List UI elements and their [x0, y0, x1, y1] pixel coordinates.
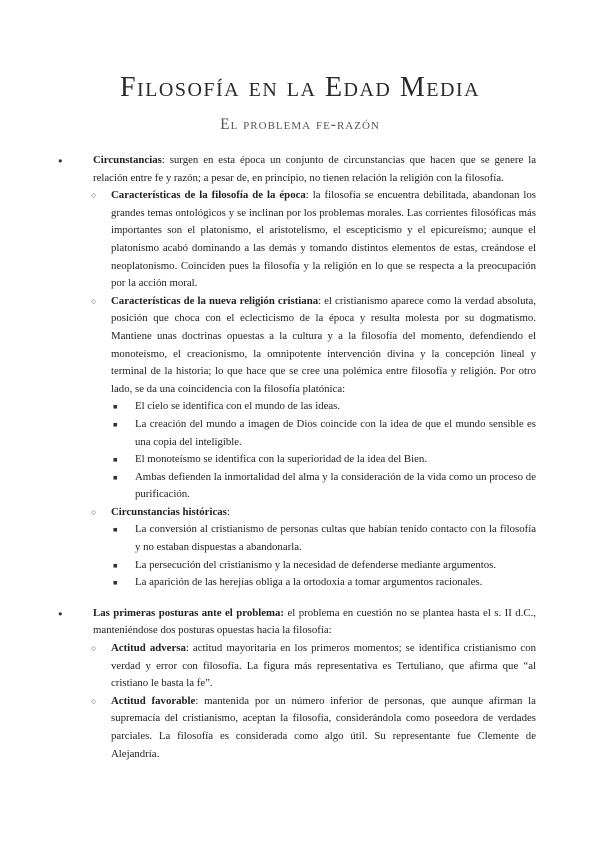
sub-item-heading: Características de la filosofía de la época — [111, 189, 306, 202]
detail-item: ■ La conversión al cristianismo de personas cultas que habían tenido contacto con la filosofía y no estaban dispuestas a abandonarla. — [111, 521, 536, 556]
detail-item: ■ La creación del mundo a imagen de Dios coincide con la idea de que el mundo sensible es una copia del inteligible. — [111, 416, 536, 451]
sub-item-religion-cristiana — [93, 293, 536, 504]
sub-item-heading: Circunstancias históricas — [111, 505, 227, 518]
sub-item-actitud-favorable — [93, 693, 536, 763]
list-item-primeras-posturas — [64, 605, 536, 763]
page-subtitle: El problema fe-razón — [220, 116, 380, 133]
item-text: el problema en cuestión no se plantea hasta el s. II d.C., manteniéndose dos posturas opuestas hacia la filosofía: — [93, 606, 536, 637]
sub-item-text: : mantenida por un número inferior de personas, que aunque afirman la supremacía del cristianismo, aceptan la filosofía, considerándola como poseedora de verdades parciales. La filosofía es considerada como algo útil. Su representante fue Clemente de Alejandría. — [111, 694, 536, 760]
item-text: : surgen en esta época un conjunto de circunstancias que hacen que se genere la relación entre fe y razón; a pesar de, en principio, no tienen relación la religión con la filosofía. — [93, 154, 536, 184]
detail-item: ■ La aparición de las herejías obliga a la ortodoxia a tomar argumentos racionales. — [111, 574, 536, 592]
sub-item-text: : actitud mayoritaria en los primeros momentos; se identifica cristianismo con verdad y error con filosofía. La figura más representativa es Tertuliano, que afirma que “al cristiano le basta la fe”. — [111, 642, 536, 690]
sub-item-filosofia-epoca — [93, 187, 536, 293]
sub-item-text: : la filosofía se encuentra debilitada, abandonan los grandes temas ontológicos y se inclinan por los problemas morales. Las corrientes filosóficas más importantes son el platonismo, el aristotelismo, el escepticismo y el epicureísmo; aunque el platonismo acabó dominando a las demás y tomando distintos elementos de estas, creándose el neoplatonismo. Coinciden pues la filosofía y la religión en lo que se respecta a la preocupación por la acción moral. — [111, 189, 536, 290]
spacer — [64, 592, 536, 605]
item-heading: Circunstancias — [93, 154, 162, 166]
sub-item-circunstancias-historicas — [93, 504, 536, 592]
detail-item: ■ La persecución del cristianismo y la necesidad de defenderse mediante argumentos. — [111, 557, 536, 575]
detail-list — [111, 398, 536, 504]
sub-item-text: : — [226, 505, 230, 518]
document-body — [64, 152, 536, 763]
detail-item: ■ El cielo se identifica con el mundo de las ideas. — [111, 398, 536, 416]
detail-list — [111, 521, 536, 591]
main-list — [64, 152, 536, 763]
list-item-circunstancias — [64, 152, 536, 592]
sub-item-heading: Características de la nueva religión cristiana — [111, 294, 319, 307]
item-heading: Las primeras posturas ante el problema: — [93, 606, 285, 619]
sub-item-text: : el cristianismo aparece como la verdad absoluta, posición que choca con el eclecticismo de la época y resulta molesta por su dogmatismo. Mantiene unas doctrinas opuestas a la cultura y a la filosofía del momento, defendiendo el monoteísmo, el creacionismo, la omnipotente intervención divina y la concepción lineal y terminal de la historia; lo que hace que se cree una polémica entre filosofía y religión. Por otro lado, se da una coincidencia con la filosofía platónica: — [111, 294, 536, 395]
sub-list — [93, 640, 536, 763]
sub-item-actitud-adversa — [93, 640, 536, 693]
sub-item-heading: Actitud adversa — [111, 642, 186, 655]
sub-item-heading: Actitud favorable — [111, 694, 196, 707]
page-title: Filosofía en la Edad Media — [119, 72, 481, 103]
sub-list — [93, 187, 536, 592]
detail-item: ■ Ambas defienden la inmortalidad del alma y la consideración de la vida como un proceso de purificación. — [111, 469, 536, 504]
detail-item: ■ El monoteísmo se identifica con la superioridad de la idea del Bien. — [111, 451, 536, 469]
